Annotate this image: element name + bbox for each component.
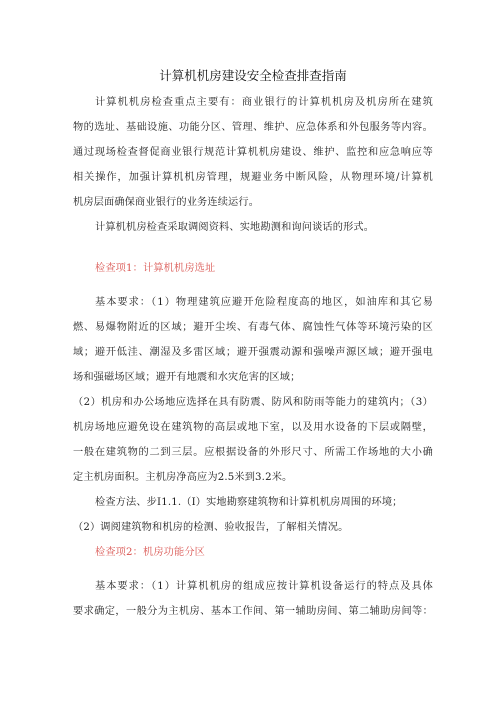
- paragraph-line: 基本要求：（1）物理建筑应避开危险程度高的地区，如油库和其它易: [95, 297, 433, 308]
- paragraph-line: 燃、易爆物附近的区域；避开尘埃、有毒气体、腐蚀性气体等环境污染的区: [73, 322, 433, 333]
- paragraph-line: 基本要求：（1）计算机机房的组成应按计算机设备运行的特点及具体: [95, 581, 433, 592]
- paragraph-line: 域；避开低洼、潮湿及多雷区域；避开强震动源和强噪声源区域；避开强电: [73, 347, 433, 358]
- paragraph-line: 计算机机房检查采取调阅资料、实地勘测和询问谈话的形式。: [95, 222, 375, 233]
- paragraph-line: 计算机机房检查重点主要有：商业银行的计算机机房及机房所在建筑: [95, 97, 433, 108]
- paragraph-line: 通过现场检查督促商业银行规范计算机机房建设、维护、监控和应急响应等: [73, 147, 433, 158]
- paragraph-line: 机房层面确保商业银行的业务连续运行。: [73, 197, 260, 208]
- section-heading: 检查项1：计算机机房选址: [95, 263, 216, 274]
- paragraph-line: 定主机房面积。主机房净高应为2.5米到3.2米。: [73, 472, 293, 483]
- page-title: 计算机机房建设安全检查排查指南: [159, 68, 347, 83]
- paragraph-line: （2）机房和办公场地应选择在具有防震、防风和防雨等能力的建筑内；（3）: [73, 397, 433, 408]
- paragraph-line: （2）调阅建筑物和机房的检测、验收报告，了解相关情况。: [73, 522, 349, 533]
- paragraph-line: 检查方法、步I1.1.（I）实地勘察建筑物和计算机机房周围的环境；: [95, 497, 403, 508]
- paragraph-line: 场和强磁场区域；避开有地震和水灾危害的区域；: [73, 372, 301, 383]
- paragraph-line: 相关操作，加强计算机机房管理，规避业务中断风险，从物理环境/计算机: [73, 172, 433, 183]
- paragraph-line: 一般在建筑物的二到三层。应根据设备的外形尺寸、所需工作场地的大小确: [73, 447, 433, 458]
- paragraph-line: 要求确定，一般分为主机房、基本工作间、第一辅助房间、第二辅助房间等：: [73, 606, 433, 617]
- paragraph-line: 物的选址、基础设施、功能分区、管理、维护、应急体系和外包服务等内容。: [73, 122, 433, 133]
- paragraph-line: 机房场地应避免设在建筑物的高层或地下室，以及用水设备的下层或隔壁，: [73, 422, 433, 433]
- section-heading: 检查项2：机房功能分区: [95, 547, 206, 558]
